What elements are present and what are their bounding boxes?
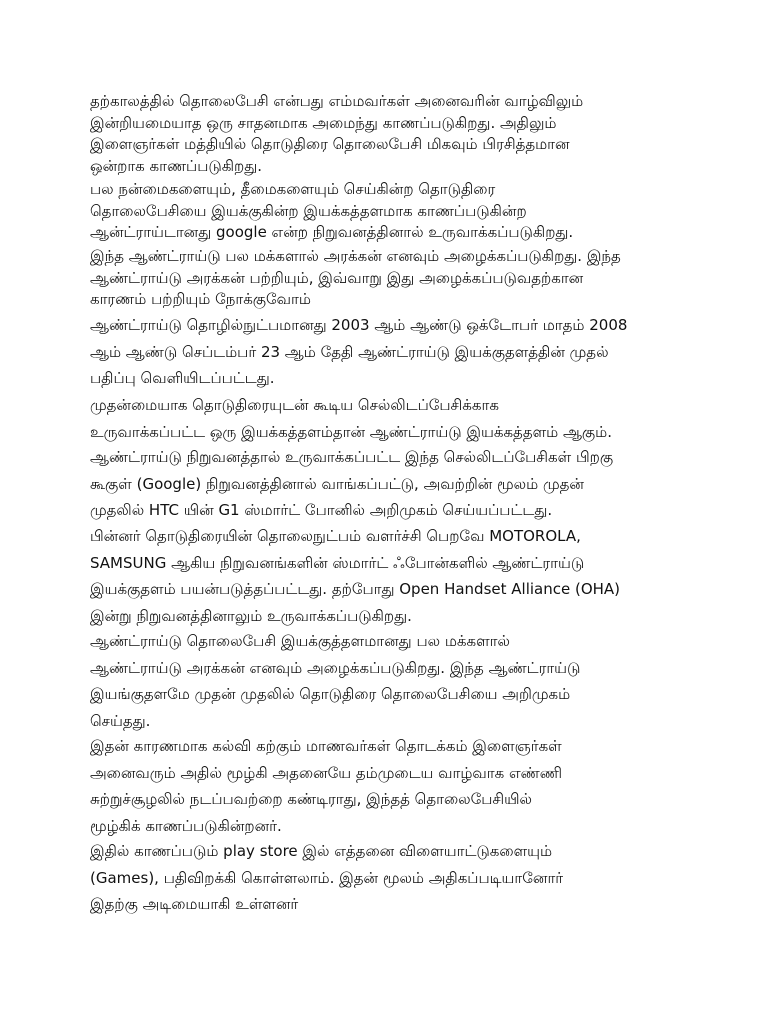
text-line: முதன்மையாக தொடுதிரையுடன் கூடிய செல்லிடப்பேசிக்காக bbox=[90, 396, 499, 414]
text-line: கூகுள் (Google) நிறுவனத்தினால் வாங்கப்பட்டு, அவற்றின் மூலம் முதன் bbox=[90, 474, 584, 493]
text-line: (Games), பதிவிறக்கி கொள்ளலாம். இதன் மூலம் அதிகப்படியானோர் bbox=[90, 868, 564, 887]
text-line: இயக்குதளம் பயன்படுத்தப்பட்டது. தற்போது Open Handset Alliance (OHA) bbox=[90, 580, 621, 598]
text-line: ஆண்ட்ராய்டு தொழில்நுட்பமானது 2003 ஆம் ஆண்டு ஒக்டோபர் மாதம் 2008 bbox=[90, 316, 628, 334]
text-line: ஆண்ட்ராய்டு அரக்கன் எனவும் அழைக்கப்படுகிறது. இந்த ஆண்ட்ராய்டு bbox=[90, 658, 581, 677]
text-line: SAMSUNG ஆகிய நிறுவனங்களின் ஸ்மார்ட் ஃபோன்களில் ஆண்ட்ராய்டு bbox=[90, 553, 585, 572]
paragraph-1 bbox=[90, 91, 710, 177]
text-line: சுற்றுச்சூழலில் நடப்பவற்றை கண்டிராது, இந்தத் தொலைபேசியில் bbox=[90, 790, 532, 808]
paragraph-7 bbox=[90, 523, 710, 629]
paragraph-2 bbox=[90, 179, 710, 244]
text-line: இதன் காரணமாக கல்வி கற்கும் மாணவர்கள் தொடக்கம் இளைஞர்கள் bbox=[90, 737, 562, 755]
text-line: உருவாக்கப்பட்ட ஒரு இயக்கத்தளம்தான் ஆண்ட்ராய்டு இயக்கத்தளம் ஆகும். bbox=[90, 422, 613, 441]
paragraph-5 bbox=[90, 392, 710, 445]
paragraph-6 bbox=[90, 444, 710, 524]
text-line: இதில் காணப்படும் play store இல் எத்தனை விளையாட்டுகளையும் bbox=[90, 842, 553, 860]
text-line: ஆண்ட்ராய்டு அரக்கன் பற்றியும், இவ்வாறு இது அழைக்கப்படுவதற்கான bbox=[90, 268, 584, 287]
text-line: இயங்குதளமே முதன் முதலில் தொடுதிரை தொலைபேசியை அறிமுகம் bbox=[90, 685, 571, 703]
text-line: ஆம் ஆண்டு செப்டம்பர் 23 ஆம் தேதி ஆண்ட்ராய்டு இயக்குதளத்தின் முதல் bbox=[90, 342, 609, 361]
text-line: இளைஞர்கள் மத்தியில் தொடுதிரை தொலைபேசி மிகவும் பிரசித்தமான bbox=[90, 135, 570, 153]
text-line: காரணம் பற்றியும் நோக்குவோம் bbox=[90, 290, 311, 308]
paragraph-9 bbox=[90, 733, 710, 839]
text-line: தற்காலத்தில் தொலைபேசி என்பது எம்மவர்கள் அனைவரின் வாழ்விலும் bbox=[90, 92, 584, 110]
text-line: பின்னர் தொடுதிரையின் தொலைநுட்பம் வளர்ச்சி பெறவே MOTOROLA, bbox=[90, 527, 581, 545]
paragraph-8 bbox=[90, 628, 710, 734]
text-line: மூழ்கிக் காணப்படுகின்றனர். bbox=[90, 816, 282, 835]
text-line: தொலைபேசியை இயக்குகின்ற இயக்கத்தளமாக காணப்படுகின்ற bbox=[90, 201, 527, 220]
text-line: ஒன்றாக காணப்படுகிறது. bbox=[90, 156, 263, 175]
text-line: இன்று நிறுவனத்தினாலும் உருவாக்கப்படுகிறது. bbox=[90, 606, 412, 625]
text-line: ஆன்ட்ராய்டானது google என்ற நிறுவனத்தினால் உருவாக்கப்படுகிறது. bbox=[90, 223, 574, 241]
text-line: செய்தது. bbox=[90, 711, 151, 730]
text-line: முதலில் HTC யின் G1 ஸ்மார்ட் போனில் அறிமுகம் செய்யப்பட்டது. bbox=[90, 501, 553, 519]
text-line: இந்த ஆண்ட்ராய்டு பல மக்களால் அரக்கன் எனவும் அழைக்கப்படுகிறது. இந்த bbox=[90, 247, 621, 265]
text-line: ஆண்ட்ராய்டு நிறுவனத்தால் உருவாக்கப்பட்ட இந்த செல்லிடப்பேசிகள் பிறகு bbox=[90, 448, 614, 466]
text-line: இன்றியமையாத ஒரு சாதனமாக அமைந்து காணப்படுகிறது. அதிலும் bbox=[90, 113, 557, 132]
text-line: அனைவரும் அதில் மூழ்கி அதனையே தம்முடைய வாழ்வாக எண்ணி bbox=[90, 763, 563, 782]
text-line: ஆண்ட்ராய்டு தொலைபேசி இயக்குத்தளமானது பல மக்களால் bbox=[90, 632, 510, 650]
paragraph-10 bbox=[90, 838, 710, 918]
paragraph-3 bbox=[90, 246, 710, 311]
text-line: பதிப்பு வெளியிடப்பட்டது. bbox=[90, 369, 275, 387]
paragraph-4 bbox=[90, 312, 710, 392]
text-line: பல நன்மைகளையும், தீமைகளையும் செய்கின்ற தொடுதிரை bbox=[90, 180, 496, 198]
text-line: இதற்கு அடிமையாகி உள்ளனர் bbox=[90, 895, 299, 913]
